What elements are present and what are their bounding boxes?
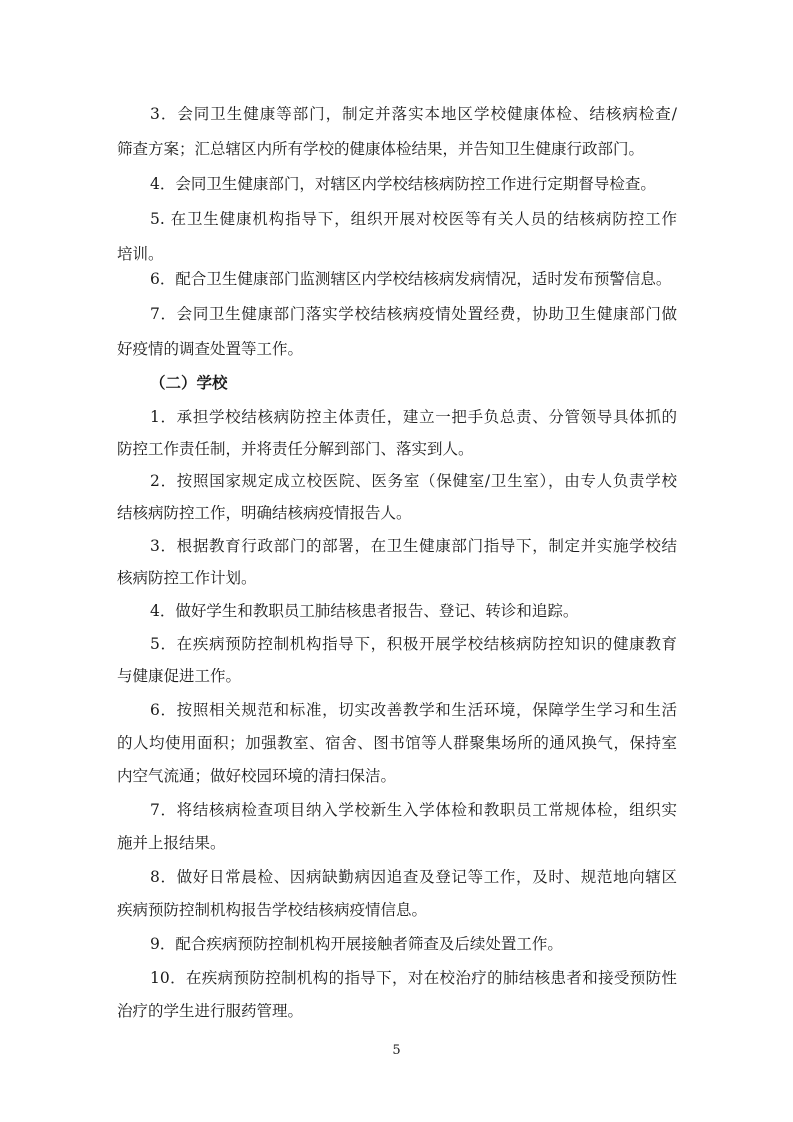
paragraph-line: 培训。 xyxy=(117,245,164,263)
paragraph-line: 2．按照国家规定成立校医院、医务室（保健室/卫生室），由专人负责学校 xyxy=(150,472,677,490)
paragraph-line: 好疫情的调查处置等工作。 xyxy=(117,340,304,358)
paragraph-line: 6．配合卫生健康部门监测辖区内学校结核病发病情况，适时发布预警信息。 xyxy=(150,270,672,288)
paragraph-line: 内空气流通；做好校园环境的清扫保洁。 xyxy=(117,767,397,785)
paragraph-line: 结核病防控工作，明确结核病疫情报告人。 xyxy=(117,504,412,522)
paragraph-line: 10．在疾病预防控制机构的指导下，对在校治疗的肺结核患者和接受预防性 xyxy=(150,969,677,987)
paragraph-line: 7．会同卫生健康部门落实学校结核病疫情处置经费，协助卫生健康部门做 xyxy=(150,305,677,323)
paragraph-line: 7．将结核病检查项目纳入学校新生入学体检和教职员工常规体检，组织实 xyxy=(150,801,677,819)
paragraph-line: 施并上报结果。 xyxy=(117,834,226,852)
section-heading: （二）学校 xyxy=(150,373,228,392)
paragraph-line: 9．配合疾病预防控制机构开展接触者筛查及后续处置工作。 xyxy=(150,935,563,953)
paragraph-line: 筛查方案；汇总辖区内所有学校的健康体检结果，并告知卫生健康行政部门。 xyxy=(117,140,645,158)
paragraph-line: 6．按照相关规范和标准，切实改善教学和生活环境，保障学生学习和生活 xyxy=(150,701,677,719)
paragraph-line: 4．会同卫生健康部门，对辖区内学校结核病防控工作进行定期督导检查。 xyxy=(150,175,656,193)
paragraph-line: 8．做好日常晨检、因病缺勤病因追查及登记等工作，及时、规范地向辖区 xyxy=(150,868,677,886)
paragraph-line: 防控工作责任制，并将责任分解到部门、落实到人。 xyxy=(117,440,474,458)
paragraph-line: 核病防控工作计划。 xyxy=(117,569,257,587)
paragraph-line: 治疗的学生进行服药管理。 xyxy=(117,1002,304,1020)
paragraph-line: 3．根据教育行政部门的部署，在卫生健康部门指导下，制定并实施学校结 xyxy=(150,537,677,555)
paragraph-line: 5．在疾病预防控制机构指导下，积极开展学校结核病防控知识的健康教育 xyxy=(150,635,677,653)
paragraph-line: 1．承担学校结核病防控主体责任，建立一把手负总责、分管领导具体抓的 xyxy=(150,408,677,426)
paragraph-line: 4．做好学生和教职员工肺结核患者报告、登记、转诊和追踪。 xyxy=(150,602,579,620)
page-number: 5 xyxy=(392,1043,401,1058)
paragraph-line: 3．会同卫生健康等部门，制定并落实本地区学校健康体检、结核病检查/ xyxy=(150,105,677,123)
paragraph-line: 疾病预防控制机构报告学校结核病疫情信息。 xyxy=(117,901,428,919)
paragraph-line: 的人均使用面积；加强教室、宿舍、图书馆等人群聚集场所的通风换气，保持室 xyxy=(117,734,677,752)
paragraph-line: 5. 在卫生健康机构指导下，组织开展对校医等有关人员的结核病防控工作 xyxy=(150,210,677,228)
paragraph-line: 与健康促进工作。 xyxy=(117,667,242,685)
